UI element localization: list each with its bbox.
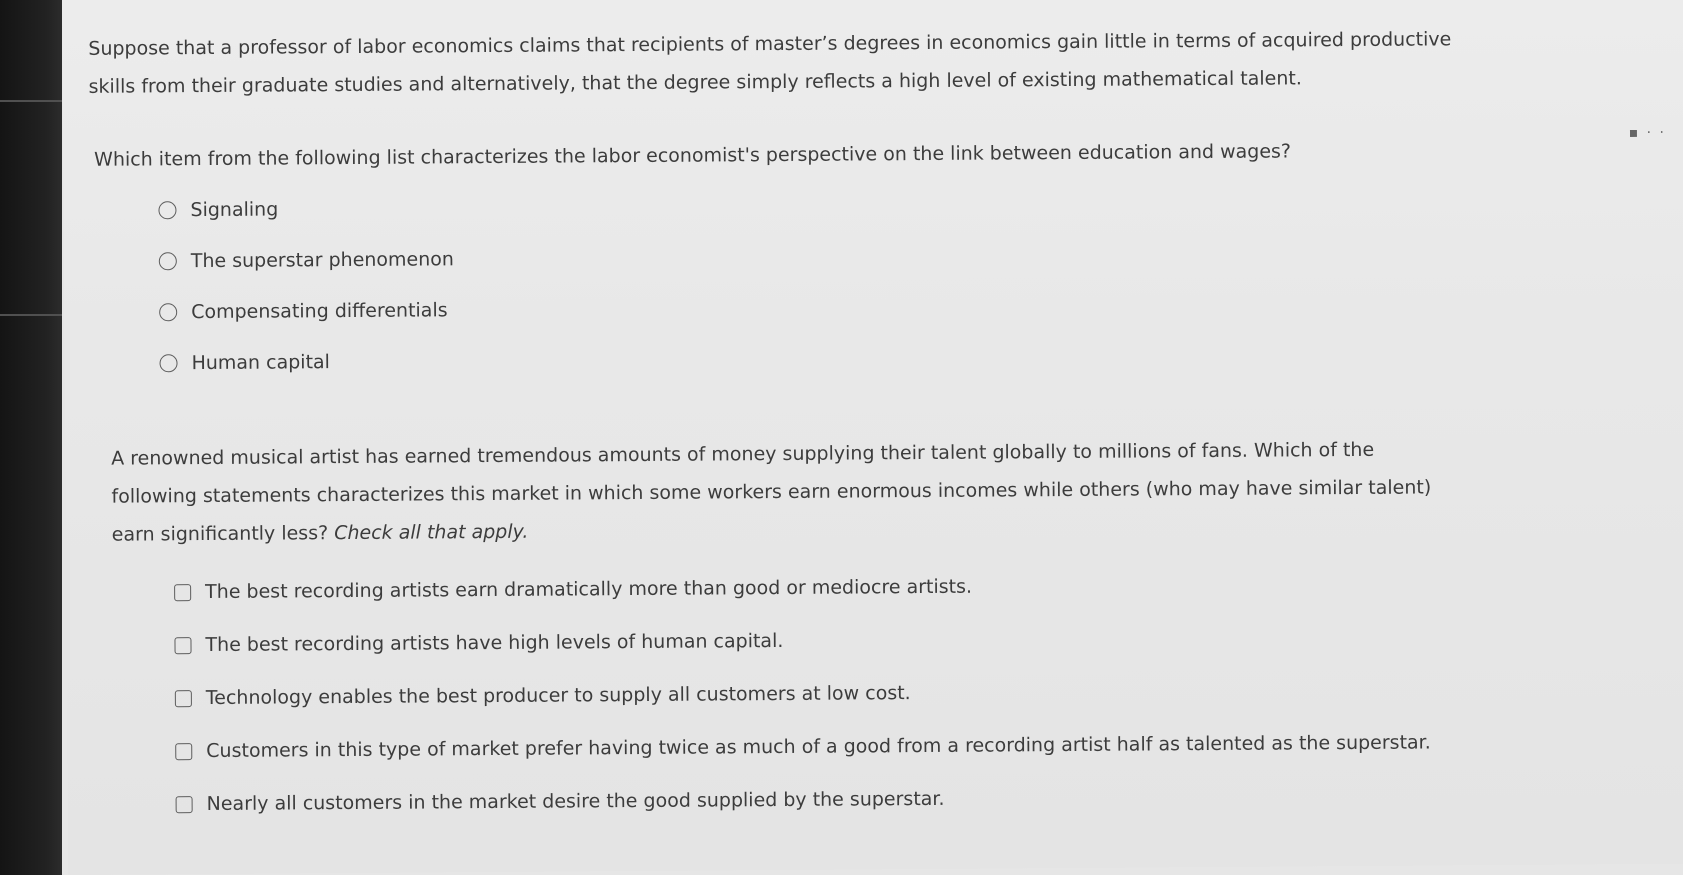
radio-option-label: Signaling: [190, 198, 279, 222]
question2-prompt-text: A renowned musical artist has earned tremendous amounts of money supplying their talent globally to millions of fans. Which of the following statements characterizes this market in which some workers earn enormous incomes while others (who may have similar talent) earn significantly less?: [111, 438, 1432, 546]
checkbox-option-3[interactable]: [175, 676, 1431, 711]
radio-option-human-capital[interactable]: [159, 348, 454, 376]
checkbox[interactable]: [175, 690, 192, 707]
question1-prompt: Which item from the following list characterizes the labor economist's perspective on the link between education and wages?: [94, 140, 1292, 171]
radio-button[interactable]: [159, 303, 177, 321]
checkbox-option-label: Customers in this type of market prefer having twice as much of a good from a recording artist half as talented as the superstar.: [206, 731, 1431, 763]
checkbox-option-label: Nearly all customers in the market desire the good supplied by the superstar.: [206, 787, 945, 816]
bezel-edge-mark: [0, 100, 62, 102]
checkbox-option-1[interactable]: [174, 570, 1430, 605]
radio-option-compensating-differentials[interactable]: [159, 297, 454, 325]
checkbox[interactable]: [175, 743, 192, 760]
radio-button[interactable]: [159, 354, 177, 372]
checkbox[interactable]: [174, 584, 191, 601]
checkbox-option-label: The best recording artists have high levels of human capital.: [205, 629, 784, 657]
checkbox-option-4[interactable]: [175, 729, 1431, 764]
radio-option-signaling[interactable]: [158, 195, 453, 223]
radio-option-label: Human capital: [191, 351, 330, 375]
more-options-icon[interactable]: ▪ · ·: [1628, 124, 1667, 142]
question-page: [62, 0, 1683, 875]
checkbox-option-5[interactable]: [176, 782, 1432, 817]
radio-button[interactable]: [159, 252, 177, 270]
checkbox-option-label: The best recording artists earn dramatically more than good or mediocre artists.: [205, 575, 973, 604]
question1-intro: Suppose that a professor of labor economics claims that recipients of master’s degrees in economics gain little in terms of acquired productive skills from their graduate studies and alternatively, that the degree simply reflects a high level of existing mathematical talent.: [88, 28, 1452, 98]
checkbox[interactable]: [176, 796, 193, 813]
radio-button[interactable]: [158, 201, 176, 219]
checkbox-option-label: Technology enables the best producer to supply all customers at low cost.: [205, 682, 911, 710]
radio-option-label: The superstar phenomenon: [190, 248, 454, 273]
question2-prompt: [111, 430, 1452, 553]
monitor-bezel: [0, 0, 62, 875]
question1-options: [158, 195, 455, 401]
bezel-edge-mark: [0, 314, 62, 316]
radio-option-label: Compensating differentials: [191, 299, 448, 324]
question2-instruction: Check all that apply.: [334, 520, 529, 545]
checkbox[interactable]: [174, 637, 191, 654]
checkbox-option-2[interactable]: [174, 623, 1430, 658]
question2-options: [174, 570, 1431, 844]
radio-option-superstar[interactable]: [159, 246, 454, 274]
